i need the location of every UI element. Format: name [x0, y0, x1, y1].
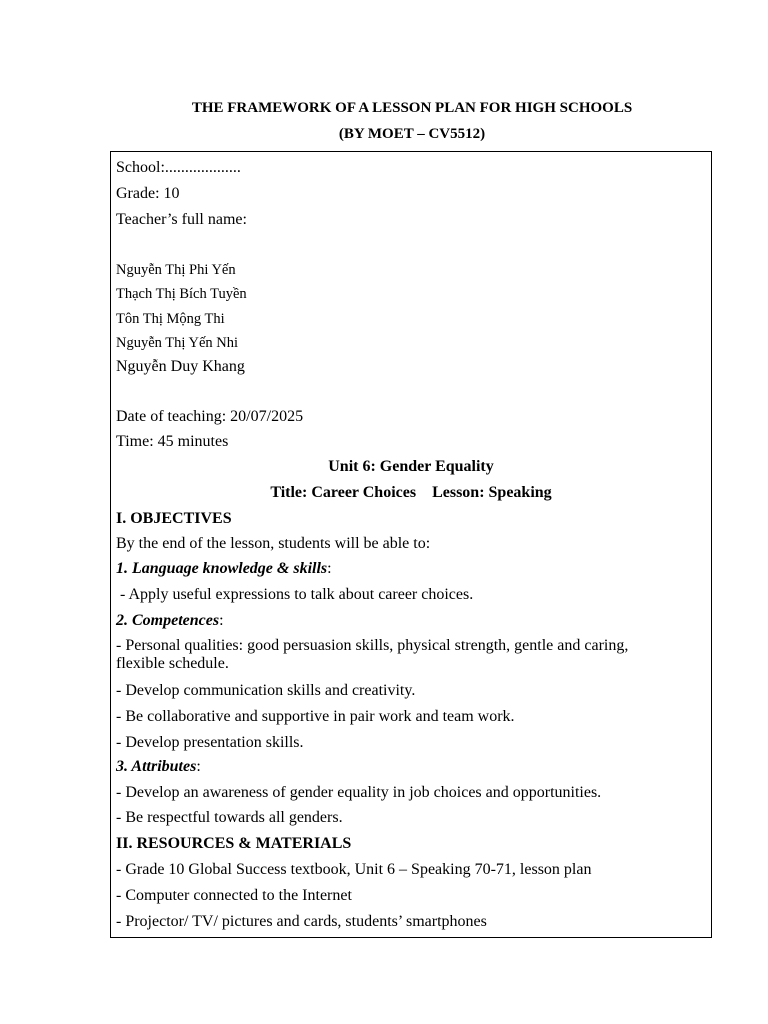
teacher-name: Thạch Thị Bích Tuyền: [116, 286, 247, 302]
teacher-name: Nguyễn Thị Phi Yến: [116, 262, 236, 278]
unit-title: Unit 6: Gender Equality: [328, 458, 494, 475]
competences-heading: [116, 612, 224, 630]
teacher-name: Tôn Thị Mộng Thi: [116, 311, 225, 327]
page-subtitle: (BY MOET – CV5512): [338, 126, 486, 142]
page-title: THE FRAMEWORK OF A LESSON PLAN FOR HIGH SCHOOLS: [191, 100, 633, 116]
resources-heading: II. RESOURCES & MATERIALS: [116, 835, 352, 852]
teaching-date: Date of teaching: 20/07/2025: [116, 408, 304, 425]
grade-field: Grade: 10: [116, 185, 180, 202]
language-skills-item: - Apply useful expressions to talk about career choices.: [116, 586, 474, 603]
language-skills-label: 1. Language knowledge & skills: [116, 560, 328, 577]
resource-item: - Computer connected to the Internet: [116, 887, 352, 904]
teacher-label: Teacher’s full name:: [116, 211, 247, 228]
colon: :: [219, 612, 224, 629]
objectives-heading: I. OBJECTIVES: [116, 510, 232, 527]
resource-item: - Grade 10 Global Success textbook, Unit 6 – Speaking 70-71, lesson plan: [116, 861, 592, 878]
competence-item: - Develop presentation skills.: [116, 734, 304, 751]
attribute-item: - Develop an awareness of gender equality in job choices and opportunities.: [116, 784, 602, 801]
language-skills-heading: [116, 560, 332, 578]
competence-item: - Be collaborative and supportive in pair work and team work.: [116, 708, 515, 725]
competence-item: - Develop communication skills and creativity.: [116, 682, 416, 699]
attributes-label: 3. Attributes: [116, 758, 197, 775]
competences-label: 2. Competences: [116, 612, 220, 629]
teacher-name: Nguyễn Duy Khang: [116, 358, 245, 375]
attributes-heading: [116, 758, 201, 776]
colon: :: [196, 758, 201, 775]
resource-item: - Projector/ TV/ pictures and cards, students’ smartphones: [116, 913, 487, 930]
teacher-name: Nguyễn Thị Yến Nhi: [116, 335, 239, 351]
teaching-time: Time: 45 minutes: [116, 433, 229, 450]
school-field: School:...................: [116, 159, 241, 176]
objectives-intro: By the end of the lesson, students will be able to:: [116, 535, 431, 552]
attribute-item: - Be respectful towards all genders.: [116, 809, 343, 826]
competence-item: - Personal qualities: good persuasion skills, physical strength, gentle and caring, flexible schedule.: [116, 637, 629, 672]
colon: :: [327, 560, 332, 577]
lesson-title: Title: Career Choices Lesson: Speaking: [270, 484, 552, 501]
